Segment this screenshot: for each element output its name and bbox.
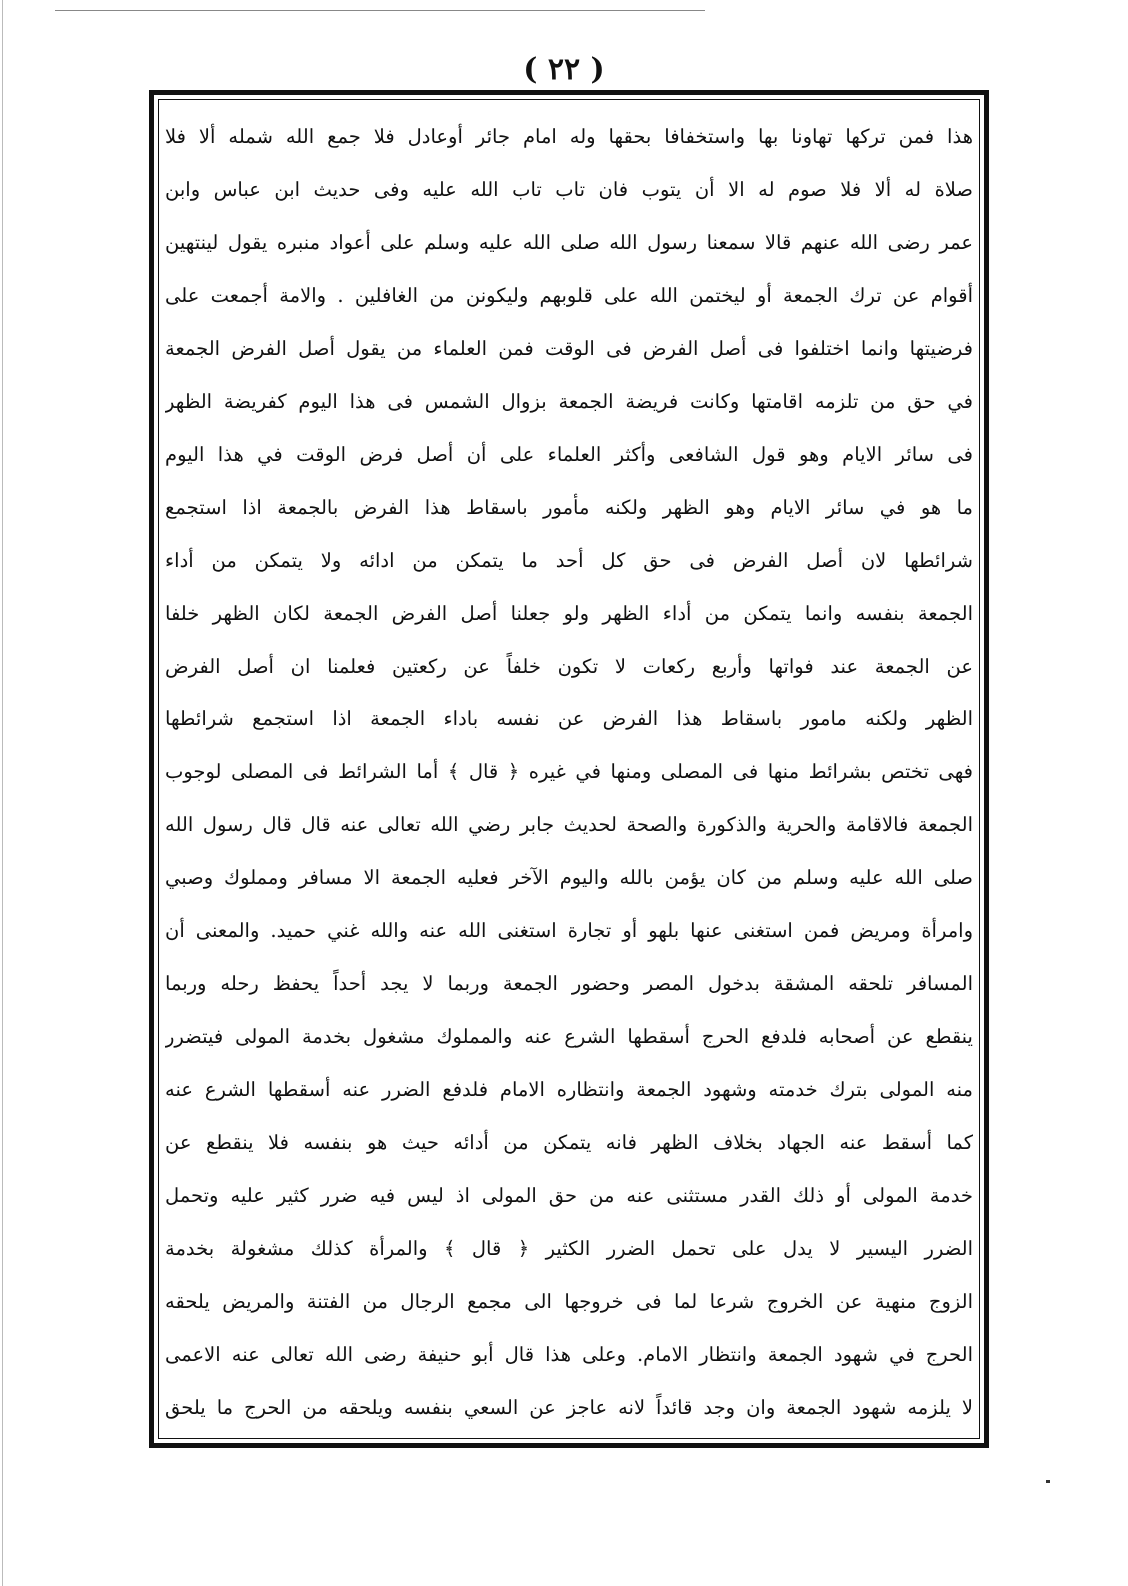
text-line: خدمة المولى أو ذلك القدر مستثنى عنه من حق المولى اذ ليس فيه ضرر كثير عليه وتحمل [165, 1184, 973, 1208]
text-line: فهى تختص بشرائط منها فى المصلى ومنها في غيره ﴿ قال ﴾ أما الشرائط فى المصلى لوجوب [165, 760, 973, 784]
text-line: الزوج منهية عن الخروج شرعا لما فى خروجها الى مجمع الرجال من الفتنة والمريض يلحقه [165, 1289, 973, 1313]
page-edge-line [2, 0, 3, 1586]
text-line: في حق من تلزمه اقامتها وكانت فريضة الجمعة بزوال الشمس فى هذا اليوم كفريضة الظهر [165, 389, 973, 413]
text-line: الحرج في شهود الجمعة وانتظار الامام. وعلى هذا قال أبو حنيفة رضى الله تعالى عنه الاعمى [165, 1342, 973, 1366]
text-line: هذا فمن تركها تهاونا بها واستخفافا بحقها وله امام جائر أوعادل فلا جمع الله شمله ألا فلا [165, 125, 973, 148]
text-line: ما هو في سائر الايام وهو الظهر ولكنه مأمور باسقاط هذا الفرض بالجمعة اذا استجمع [165, 495, 973, 519]
text-line: عمر رضى الله عنهم قالا سمعنا رسول الله صلى الله عليه وسلم على أعواد منبره يقول لينتهين [165, 230, 973, 254]
text-line: المسافر تلحقه المشقة بدخول المصر وحضور الجمعة وربما لا يجد أحداً يحفظ رحله وربما [165, 972, 973, 996]
text-line: الضرر اليسير لا يدل على تحمل الضرر الكثير ﴿ قال ﴾ والمرأة كذلك مشغولة بخدمة [165, 1237, 973, 1261]
text-line: صلاة له ألا فلا صوم له الا أن يتوب فان تاب تاب الله عليه وفى حديث ابن عباس وابن [165, 177, 973, 201]
text-line: صلى الله عليه وسلم من كان يؤمن بالله واليوم الآخر فعليه الجمعة الا مسافر ومملوك وصبي [165, 866, 973, 890]
top-rule [55, 10, 705, 11]
text-line: فى سائر الايام وهو قول الشافعى وأكثر العلماء على أن أصل فرض الوقت في هذا اليوم [165, 442, 973, 466]
text-line: منه المولى بترك خدمته وشهود الجمعة وانتظاره الامام فلدفع الضرر عنه أسقطها الشرع عنه [165, 1078, 973, 1102]
text-line: كما أسقط عنه الجهاد بخلاف الظهر فانه يتمكن من أدائه حيث هو بنفسه فلا ينقطع عن [165, 1131, 973, 1155]
text-line: الجمعة فالاقامة والحرية والذكورة والصحة لحديث جابر رضي الله تعالى عنه قال قال رسول الله [165, 813, 973, 837]
text-line: وامرأة ومريض فمن استغنى عنها بلهو أو تجارة استغنى الله عنه والله غني حميد. والمعنى أن [165, 919, 973, 943]
text-line: الظهر ولكنه مامور باسقاط هذا الفرض عن نفسه باداء الجمعة اذا استجمع شرائطها [165, 707, 973, 731]
text-line: الجمعة بنفسه وانما يتمكن من أداء الظهر ولو جعلنا أصل الفرض الجمعة لكان الظهر خلفا [165, 601, 973, 625]
text-line: عن الجمعة عند فواتها وأربع ركعات لا تكون خلفاً عن ركعتين فعلمنا ان أصل الفرض [165, 654, 973, 678]
text-line: فرضيتها وانما اختلفوا فى أصل الفرض فى الوقت فمن العلماء من يقول أصل الفرض الجمعة [165, 336, 973, 360]
scan-speck [1046, 1480, 1050, 1483]
page-number: ( ٢٢ ) [523, 52, 605, 87]
text-line: أقوام عن ترك الجمعة أو ليختمن الله على قلوبهم وليكونن من الغافلين . والامة أجمعت على [165, 283, 973, 307]
text-line: ينقطع عن أصحابه فلدفع الحرج أسقطها الشرع عنه والمملوك مشغول بخدمة المولى فيتضرر [165, 1025, 973, 1049]
text-line: شرائطها لان أصل الفرض فى حق كل أحد ما يتمكن من ادائه ولا يتمكن من أداء [165, 548, 973, 572]
text-line: لا يلزمه شهود الجمعة وان وجد قائداً لانه عاجز عن السعي بنفسه ويلحقه من الحرج ما يلحق [165, 1395, 973, 1419]
text-body [165, 112, 973, 1432]
